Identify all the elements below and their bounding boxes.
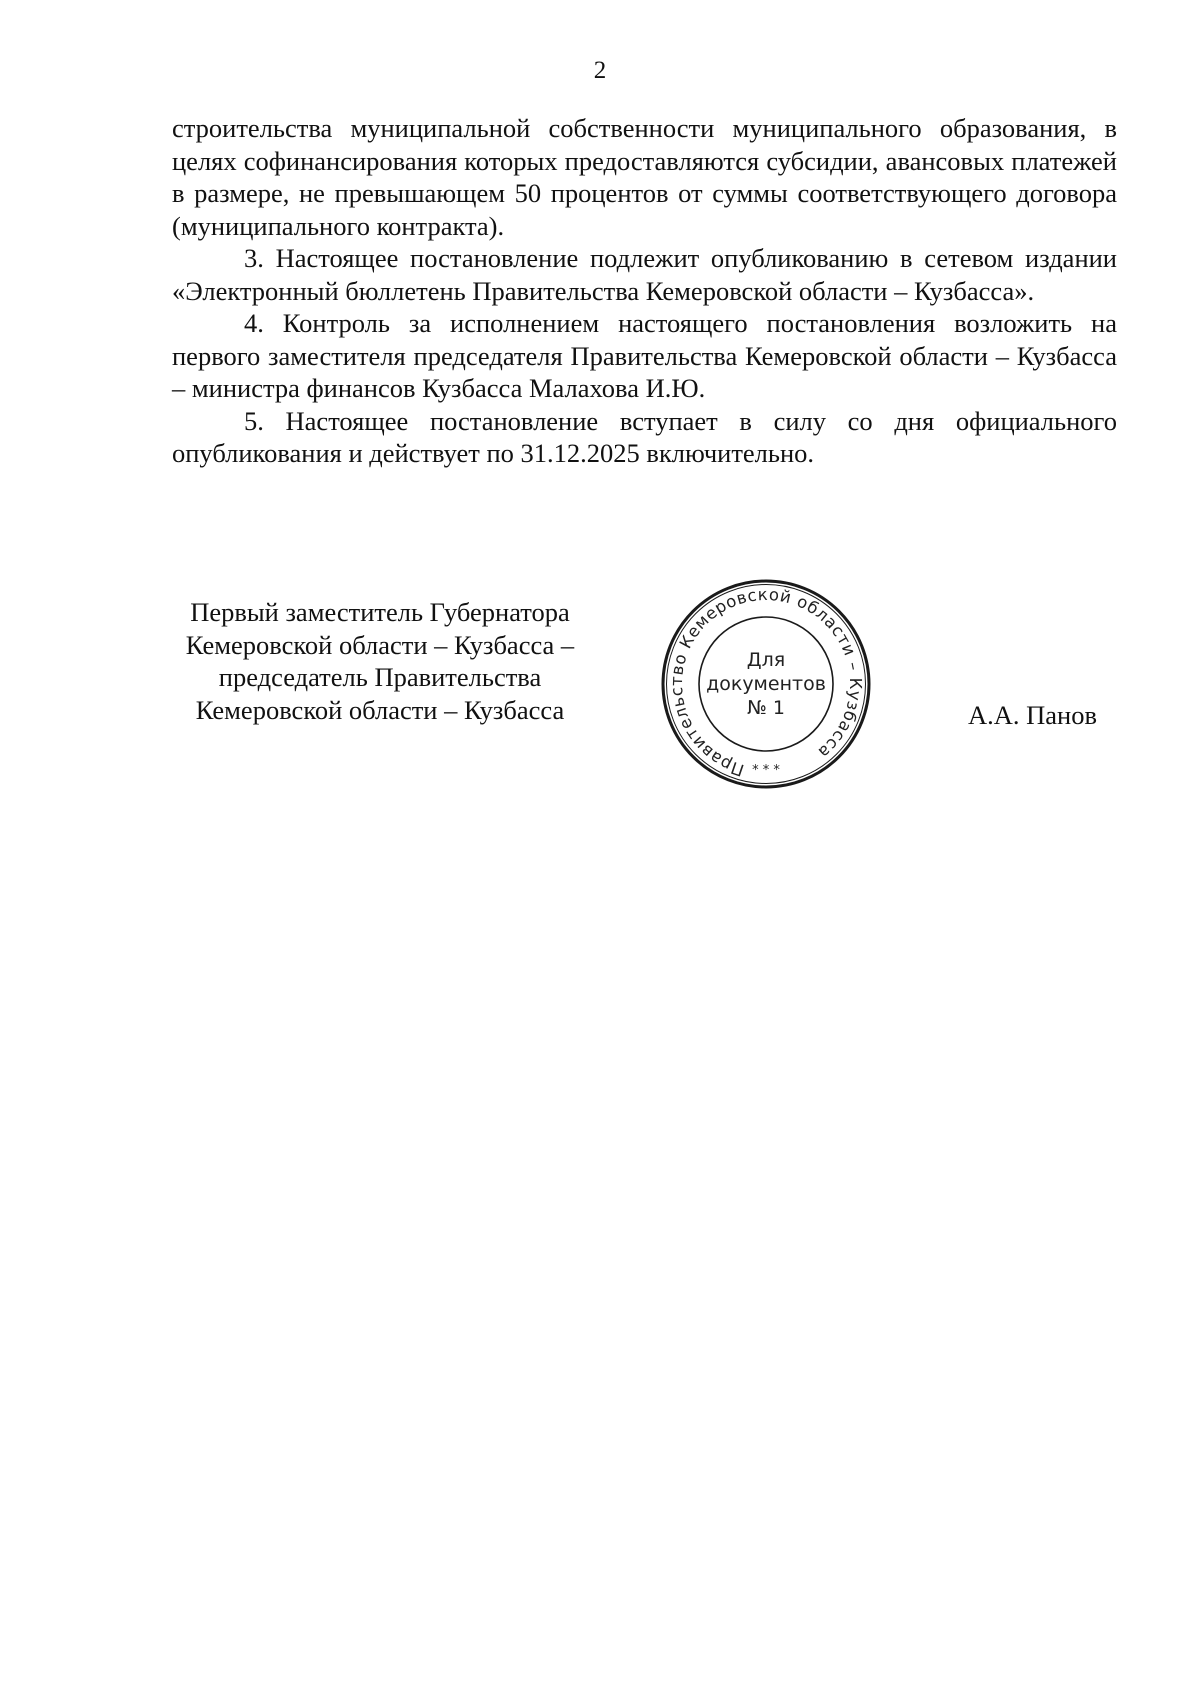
seal-ring-text: Правительство Кемеровской области – Кузбасса — [666, 584, 866, 780]
signer-title-block — [150, 596, 610, 726]
document-body — [172, 112, 1117, 470]
seal-center-line: № 1 — [747, 697, 785, 719]
paragraph-continuation: строительства муниципальной собственности муниципального образования, в целях софинансирования которых предоставляются субсидии, авансовых платежей в размере, не превышающем 50 процентов от суммы соответствующего договора (муниципального контракта). — [172, 113, 1117, 241]
page-number: 2 — [593, 57, 607, 84]
seal-stars: * * * — [752, 763, 780, 778]
signer-title-line: Кемеровской области – Кузбасса – — [185, 629, 575, 660]
seal-center-line: документов — [706, 673, 826, 695]
seal-center-line: Для — [746, 649, 786, 671]
signer-title-line: Первый заместитель Губернатора — [190, 597, 570, 627]
signer-name: А.А. Панов — [968, 700, 1097, 730]
paragraph-item-3: 3. Настоящее постановление подлежит опубликованию в сетевом издании «Электронный бюллетень Правительства Кемеровской области – Кузбасса». — [172, 243, 1117, 306]
official-seal — [660, 578, 872, 790]
signer-title-line: Кемеровской области – Кузбасса — [195, 694, 565, 725]
signer-title-line: председатель Правительства — [218, 662, 542, 692]
seal-graphic — [660, 578, 872, 790]
paragraph-item-5: 5. Настоящее постановление вступает в силу со дня официального опубликования и действует по 31.12.2025 включительно. — [172, 405, 1117, 468]
paragraph-item-4: 4. Контроль за исполнением настоящего постановления возложить на первого заместителя председателя Правительства Кемеровской области – Кузбасса – министра финансов Кузбасса Малахова И.Ю. — [172, 308, 1117, 403]
